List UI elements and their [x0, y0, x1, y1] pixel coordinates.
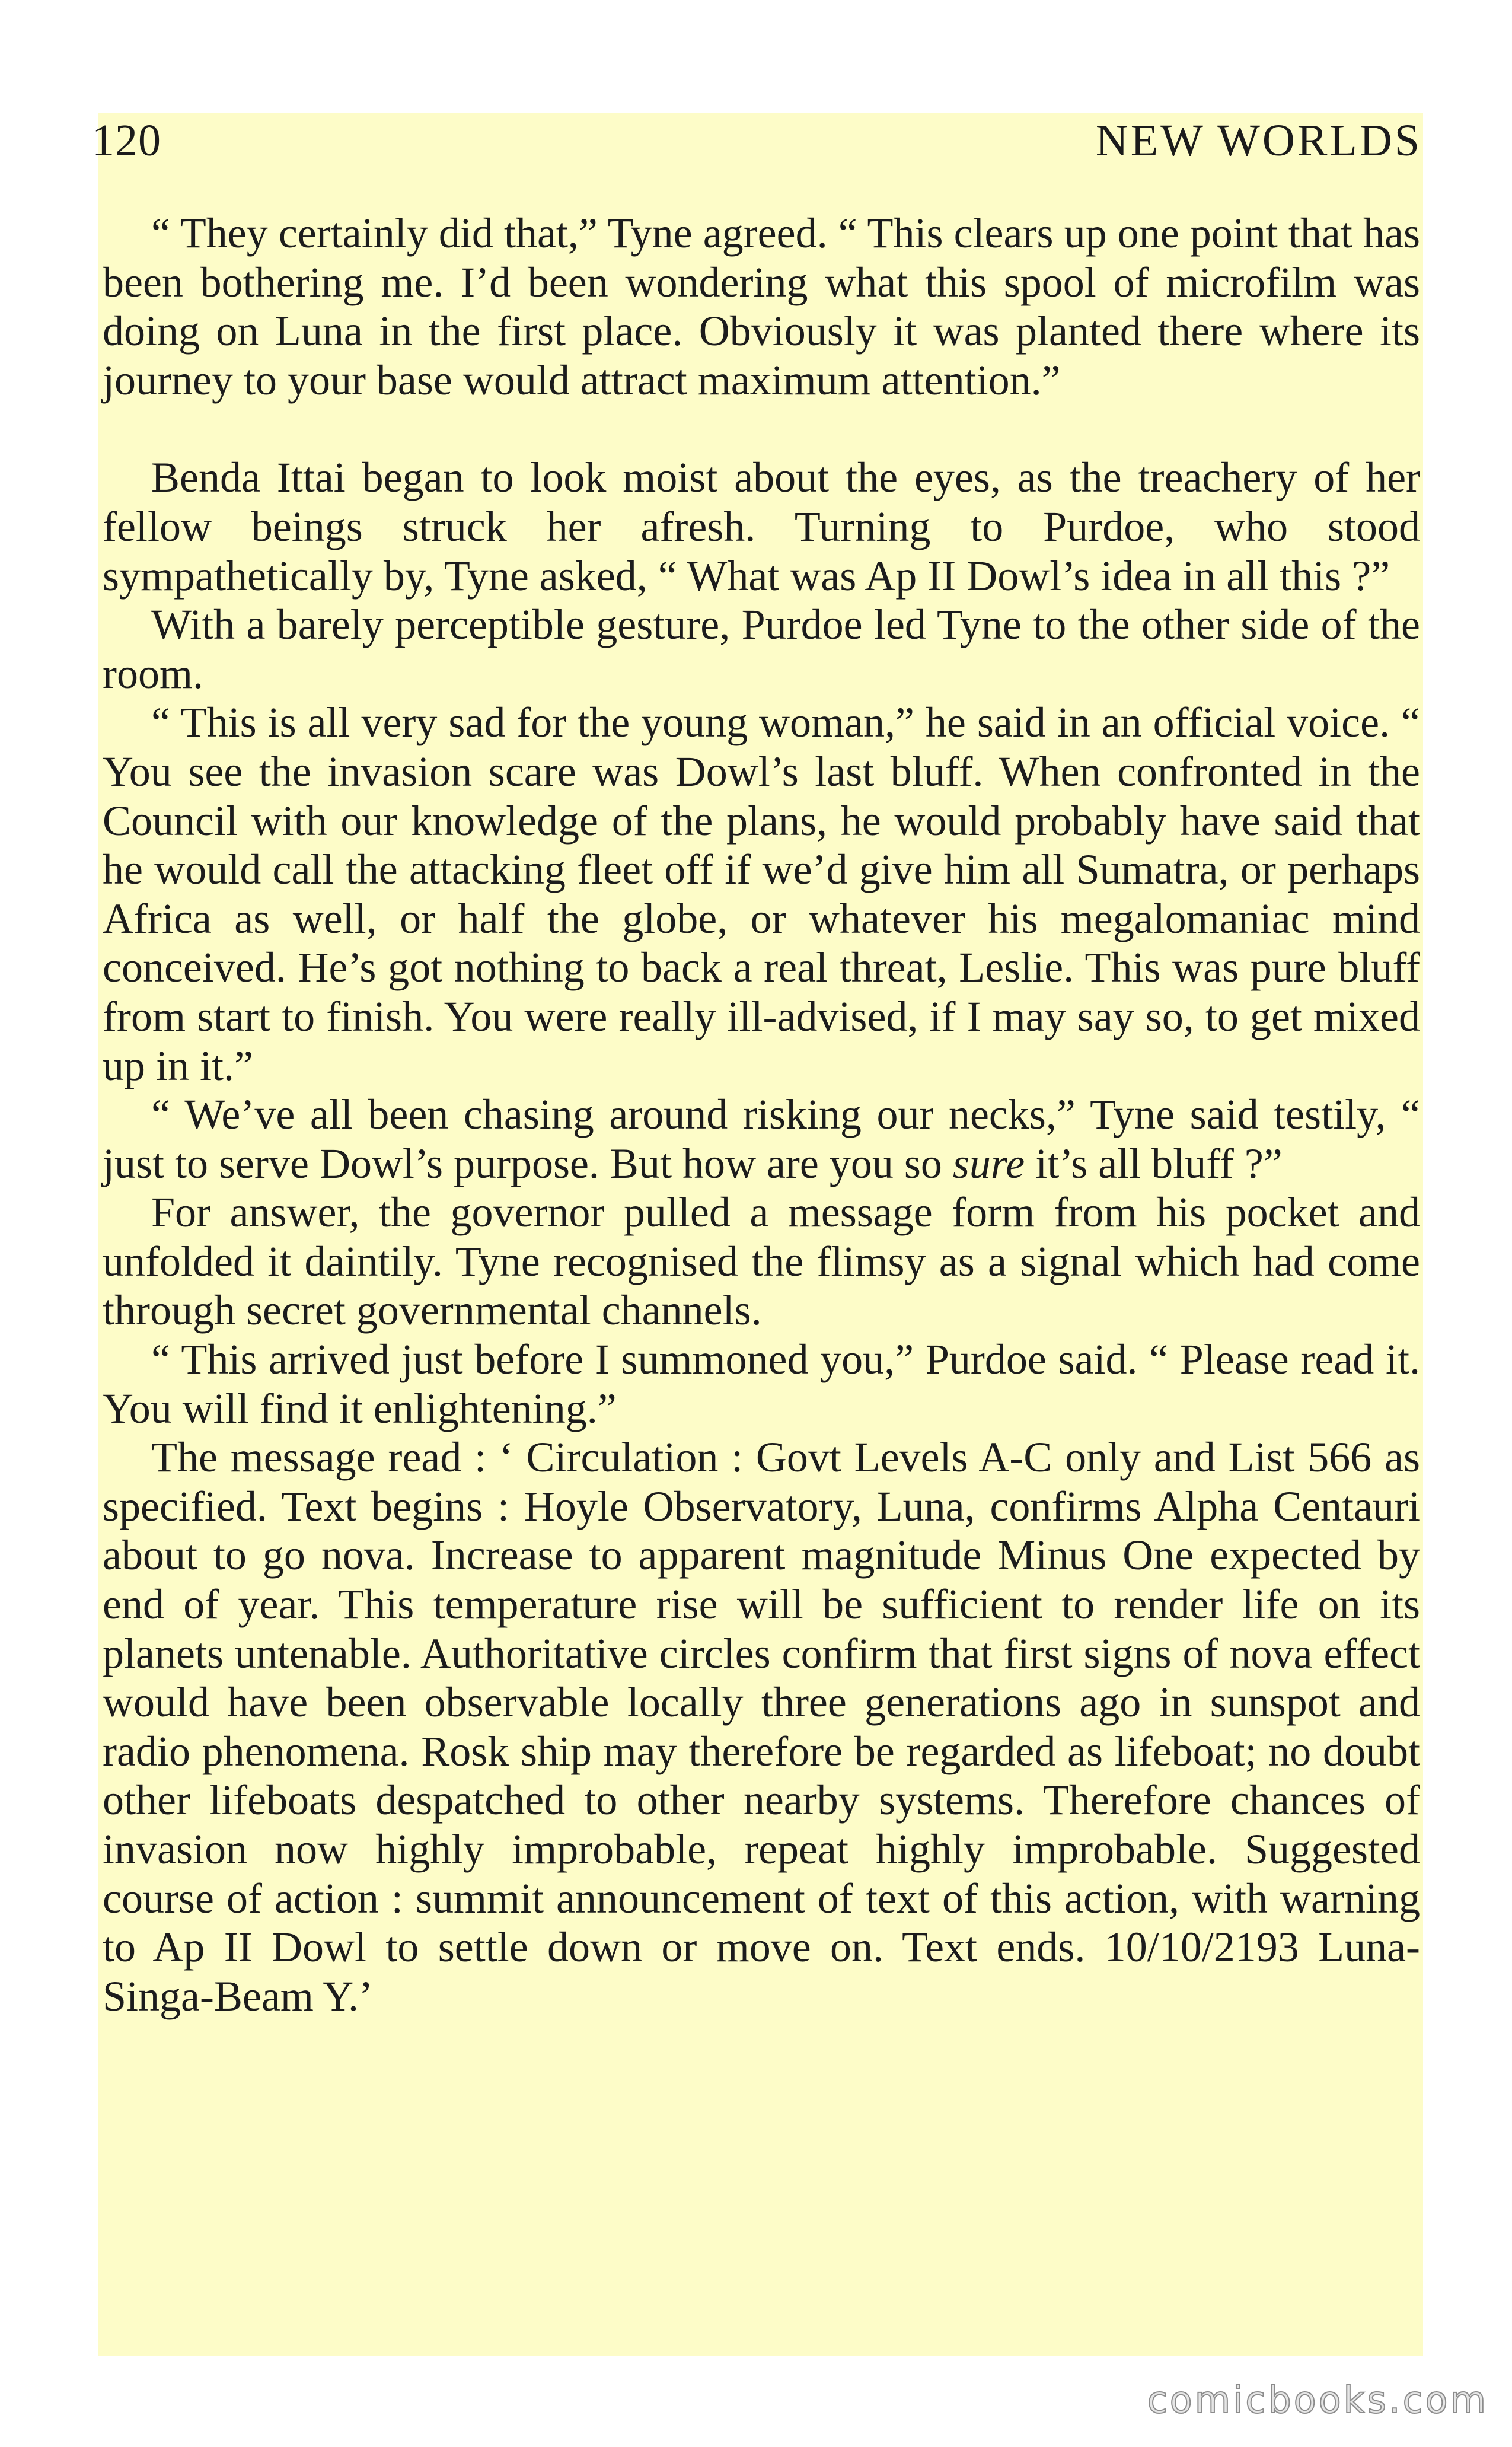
- page-number: 120: [92, 116, 161, 165]
- paragraph-6: For answer, the governor pulled a message form from his pocket and unfolded it daintily. Tyne recognised the flimsy as a signal which had come through secret governmental channels.: [103, 1189, 1420, 1334]
- body-text: [103, 209, 1420, 2021]
- book-page: [92, 113, 1423, 2356]
- paragraph-4: “ This is all very sad for the young woman,” he said in an official voice. “ You see the invasion scare was Dowl’s last bluff. When confronted in the Council with our knowledge of the plans, he would probably have said that he would call the attacking fleet off if we’d give him all Sumatra, or perhaps Africa as well, or half the globe, or whatever his megalomaniac mind conceived. He’s got nothing to back a real threat, Leslie. This was pure bluff from start to finish. You were really ill-advised, if I may say so, to get mixed up in it.”: [103, 699, 1420, 1089]
- running-head: NEW WORLDS: [1095, 116, 1422, 165]
- watermark: comicbooks.com: [1147, 2378, 1488, 2421]
- paragraph-5-text-after: it’s all bluff ?”: [1025, 1139, 1283, 1187]
- paragraph-8: The message read : ‘ Circulation : Govt Levels A-C only and List 566 as specified. Text begins : Hoyle Observatory, Luna, confirms Alpha Centauri about to go nova. Increase to apparent magnitude Minus One expected by end of year. This temperature rise will be sufficient to render life on its planets untenable. Authoritative circles confirm that first signs of nova effect would have been observable locally three generations ago in sunspot and radio phenomena. Rosk ship may therefore be regarded as lifeboat; no doubt other lifeboats despatched to other nearby systems. Therefore chances of invasion now highly improbable, repeat highly improbable. Suggested course of action : summit announcement of text of this action, with warning to Ap II Dowl to settle down or move on. Text ends. 10/10/2193 Luna-Singa-Beam Y.’: [103, 1433, 1420, 2020]
- page-header: [92, 113, 1423, 165]
- paragraph-7: “ This arrived just before I summoned you,” Purdoe said. “ Please read it. You will find it enlightening.”: [103, 1336, 1420, 1432]
- paragraph-3: With a barely perceptible gesture, Purdoe led Tyne to the other side of the room.: [103, 601, 1420, 697]
- paragraph-5: [103, 1090, 1420, 1188]
- paragraph-2: Benda Ittai began to look moist about the eyes, as the treachery of her fellow beings struck her afresh. Turning to Purdoe, who stood sympathetically by, Tyne asked, “ What was Ap II Dowl’s idea in all this ?”: [103, 454, 1420, 600]
- paragraph-5-emphasis: sure: [952, 1139, 1025, 1187]
- paragraph-1: “ They certainly did that,” Tyne agreed. “ This clears up one point that has been bothering me. I’d been wondering what this spool of microfilm was doing on Luna in the first place. Obviously it was planted there where its journey to your base would attract maximum attention.”: [103, 209, 1420, 404]
- paragraph-5-text-before: “ We’ve all been chasing around risking our necks,” Tyne said testily, “ just to serve Dowl’s purpose. But how are you so: [103, 1091, 1420, 1187]
